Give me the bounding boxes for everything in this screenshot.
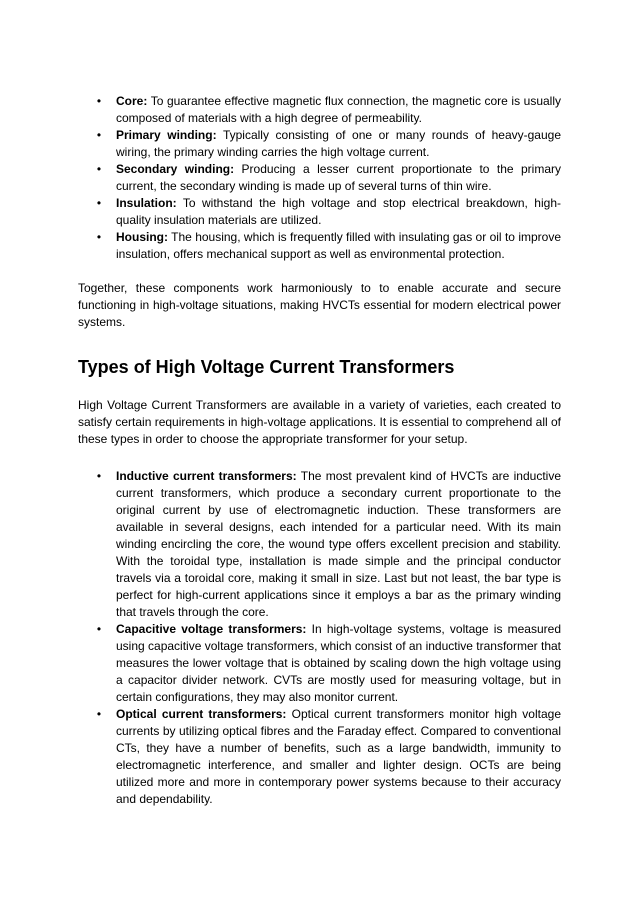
document-page <box>78 93 561 808</box>
list-item-text: Optical current transformers monitor high voltage currents by utilizing optical fibres and the Faraday effect. Compared to conventional CTs, they have a number of benefits, such as a large bandwidth, immunity to electromagnetic interference, and smaller and lighter design. OCTs are being utilized more and more in contemporary power systems because to their accuracy and dependability. <box>116 707 561 806</box>
list-item <box>78 161 561 195</box>
list-item-term: Housing: <box>116 230 168 244</box>
summary-paragraph: Together, these components work harmoniously to to enable accurate and secure functioning in high-voltage situations, making HVCTs essential for modern electrical power systems. <box>78 281 561 329</box>
list-item <box>78 93 561 127</box>
section-heading: Types of High Voltage Current Transformers <box>78 357 455 377</box>
list-item-term: Primary winding: <box>116 128 217 142</box>
list-item-term: Capacitive voltage transformers: <box>116 622 307 636</box>
list-item-text: In high-voltage systems, voltage is measured using capacitive voltage transformers, which consist of an inductive transformer that measures the lower voltage that is obtained by scaling down the high voltage using a capacitor divider network. CVTs are mostly used for measuring voltage, but in certain configurations, they may also monitor current. <box>116 622 561 704</box>
list-item <box>78 127 561 161</box>
list-item-term: Secondary winding: <box>116 162 235 176</box>
list-item-text: To guarantee effective magnetic flux connection, the magnetic core is usually composed of materials with a high degree of permeability. <box>116 94 562 125</box>
list-item-text: To withstand the high voltage and stop electrical breakdown, high-quality insulation materials are utilized. <box>116 196 561 227</box>
bullet-icon: • <box>96 230 102 244</box>
list-item <box>78 468 561 621</box>
bullet-icon: • <box>96 707 102 721</box>
list-item-term: Core: <box>116 94 148 108</box>
list-item <box>78 621 561 706</box>
list-item <box>78 706 561 808</box>
bullet-icon: • <box>96 196 102 210</box>
bullet-icon: • <box>96 622 102 636</box>
bullet-icon: • <box>96 128 102 142</box>
list-item-term: Optical current transformers: <box>116 707 287 721</box>
list-item-text: The most prevalent kind of HVCTs are inductive current transformers, which produce a secondary current proportionate to the original current by use of electromagnetic induction. These transformers are available in several designs, each intended for a particular need. With its main winding encircling the core, the wound type offers excellent precision and stability. With the toroidal type, installation is made simple and the principal conductor travels via a toroidal core, making it small in size. Last but not least, the bar type is perfect for high-current applications since it employs a bar as the primary winding that travels through the core. <box>116 469 561 619</box>
bullet-icon: • <box>96 469 102 483</box>
list-item-text: Producing a lesser current proportionate to the primary current, the secondary winding is made up of several turns of thin wire. <box>116 162 562 193</box>
list-item <box>78 229 561 263</box>
list-item-term: Insulation: <box>116 196 177 210</box>
components-list <box>78 93 561 263</box>
list-item <box>78 195 561 229</box>
bullet-icon: • <box>96 94 102 108</box>
bullet-icon: • <box>96 162 102 176</box>
types-list <box>78 468 561 808</box>
list-item-text: The housing, which is frequently filled with insulating gas or oil to improve insulation, offers mechanical support as well as environmental protection. <box>116 230 562 261</box>
list-item-text: Typically consisting of one or many rounds of heavy-gauge wiring, the primary winding carries the high voltage current. <box>116 128 561 159</box>
list-item-term: Inductive current transformers: <box>116 469 297 483</box>
section-intro-paragraph: High Voltage Current Transformers are available in a variety of varieties, each created to satisfy certain requirements in high-voltage applications. It is essential to comprehend all of these types in order to choose the appropriate transformer for your setup. <box>78 398 561 446</box>
